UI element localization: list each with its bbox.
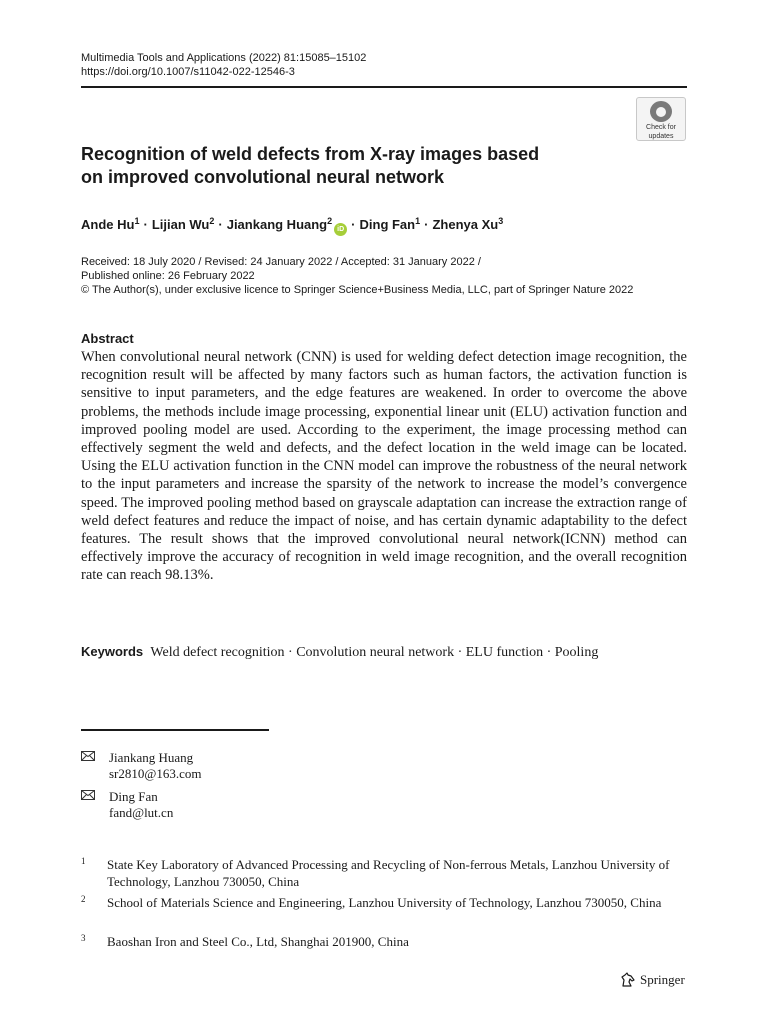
- contact-name: Ding Fan: [109, 789, 158, 804]
- keywords-list: Weld defect recognition · Convolution neural network · ELU function · Pooling: [150, 645, 599, 660]
- check-for-updates-badge[interactable]: [636, 97, 686, 141]
- abstract-body: When convolutional neural network (CNN) is used for welding defect detection image recognition, the recognition result will be affected by many factors such as human factors, the activation function is sensitive to input parameters, and the edge features are weakened. In order to overcome the above problems, the methods include image processing, exponential linear unit (ELU) activation function and improved pooling model are used. According to the experiment, the image processing method can effectively segment the weld and defects, and the defect location in the weld image can be located. Using the ELU activation function in the CNN model can improve the robustness of the neural network to the input parameters and increase the sparsity of the network to increase the model’s convergence speed. The improved pooling method based on grayscale adaptation can increase the extraction range of weld defect features and reduce the impact of noise, and has certain dynamic adaptability to the defect features. The result shows that the improved convolutional neural network(ICNN) method can effectively improve the accuracy of recognition in weld image recognition, and the overall recognition rate can reach 98.13%.: [81, 349, 687, 584]
- header-rule: [81, 86, 687, 88]
- publisher-logo: [620, 971, 685, 989]
- badge-label-line1: Check for: [646, 124, 676, 131]
- affiliation: [81, 894, 687, 911]
- author-list: [81, 212, 503, 236]
- affiliation-text: School of Materials Science and Engineering, Lanzhou University of Technology, Lanzhou 730050, China: [107, 895, 662, 910]
- contact-email[interactable]: fand@lut.cn: [109, 805, 174, 820]
- title-line: on improved convolutional neural network: [81, 167, 445, 187]
- article-title: [81, 143, 601, 189]
- author-name[interactable]: Zhenya Xu: [432, 217, 499, 232]
- contact-email[interactable]: sr2810@163.com: [109, 766, 202, 781]
- orcid-icon[interactable]: iD: [334, 223, 347, 236]
- dates-line: Published online: 26 February 2022: [81, 270, 255, 282]
- corresponding-author: [81, 789, 173, 821]
- dates-line: Received: 18 July 2020 / Revised: 24 January 2022 / Accepted: 31 January 2022 /: [81, 256, 481, 268]
- separator: ·: [218, 217, 223, 232]
- keywords-label: Keywords: [81, 644, 144, 659]
- author-name[interactable]: Lijian Wu: [151, 217, 210, 232]
- badge-label-line2: updates: [648, 133, 674, 140]
- author-affiliation-ref: 3: [498, 216, 504, 226]
- author-name[interactable]: Ande Hu: [81, 217, 135, 232]
- contact-name: Jiankang Huang: [109, 750, 194, 765]
- title-line: Recognition of weld defects from X-ray images based: [81, 144, 540, 164]
- check-for-updates-icon: [650, 101, 672, 122]
- abstract-heading: Abstract: [81, 331, 134, 346]
- envelope-icon: [81, 790, 95, 800]
- envelope-icon: [81, 751, 95, 761]
- affiliation: [81, 856, 687, 890]
- affiliation-number: 1: [81, 856, 86, 866]
- affiliation-number: 3: [81, 933, 86, 943]
- copyright-line: © The Author(s), under exclusive licence to Springer Science+Business Media, LLC, part of Springer Nature 2022: [81, 284, 634, 296]
- publication-history: [81, 255, 633, 297]
- springer-horse-icon: [620, 972, 636, 988]
- author-affiliation-ref: 1: [134, 216, 140, 226]
- corresponding-author: [81, 750, 202, 782]
- affiliation: [81, 933, 687, 950]
- publisher-name: Springer: [640, 972, 685, 987]
- author-name[interactable]: Jiankang Huang: [226, 217, 328, 232]
- journal-citation: Multimedia Tools and Applications (2022) 81:15085–15102: [81, 52, 367, 64]
- author-affiliation-ref: 1: [415, 216, 421, 226]
- author-name[interactable]: Ding Fan: [359, 217, 416, 232]
- author-affiliation-ref: 2: [209, 216, 215, 226]
- separator: ·: [424, 217, 429, 232]
- affiliation-text: State Key Laboratory of Advanced Processing and Recycling of Non-ferrous Metals, Lanzhou University of Technology, Lanzhou 730050, China: [107, 857, 670, 889]
- separator: ·: [143, 217, 148, 232]
- author-affiliation-ref: 2: [327, 216, 333, 226]
- affiliation-text: Baoshan Iron and Steel Co., Ltd, Shanghai 201900, China: [107, 934, 409, 949]
- affiliation-number: 2: [81, 894, 86, 904]
- separator: ·: [351, 217, 356, 232]
- doi-link[interactable]: https://doi.org/10.1007/s11042-022-12546-3: [81, 66, 295, 78]
- footnote-rule: [81, 729, 269, 731]
- keywords: [81, 643, 598, 662]
